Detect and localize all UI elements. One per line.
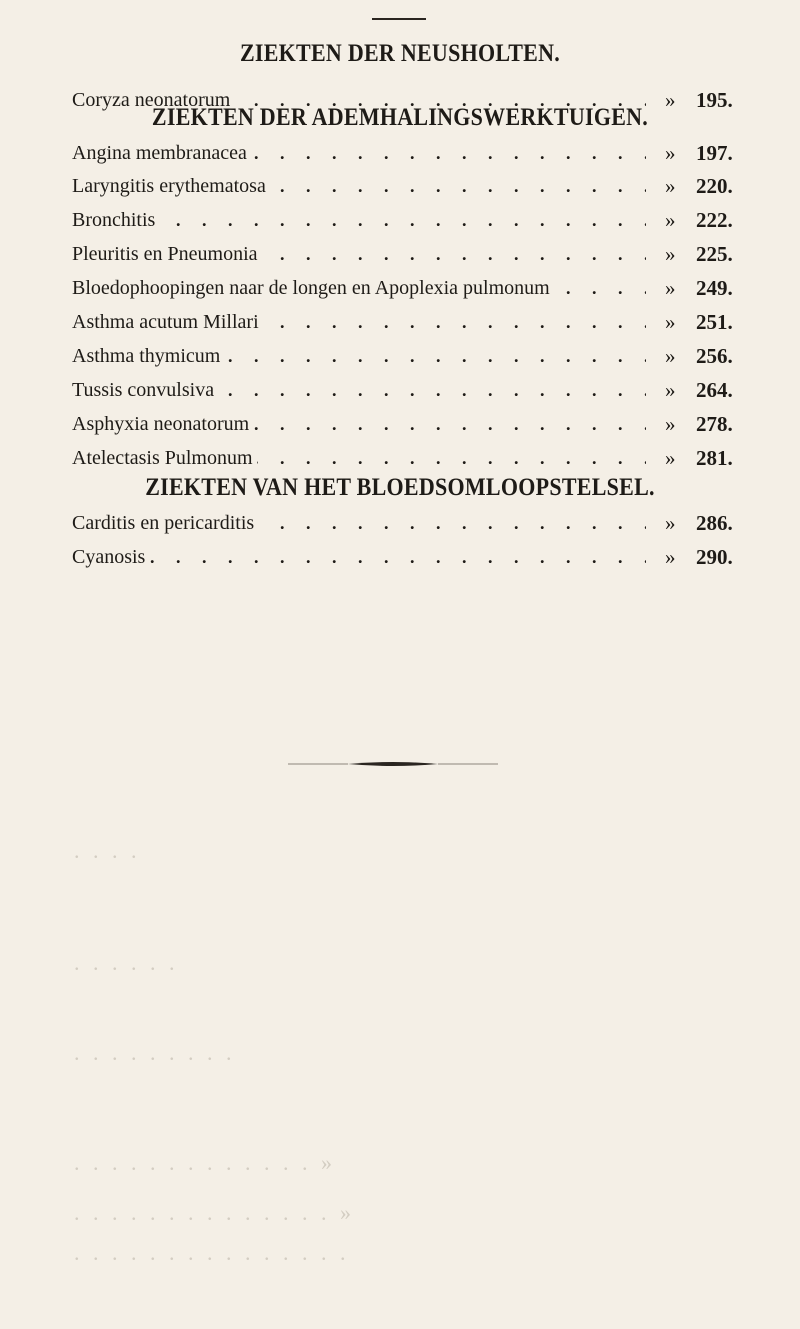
entry-page: 225.: [696, 242, 733, 266]
entry-marker: »: [665, 344, 676, 368]
section-heading: ZIEKTEN DER NEUSHOLTEN.: [239, 40, 561, 67]
entry-title: Coryza neonatorum: [72, 86, 234, 114]
top-rule: [372, 18, 426, 20]
toc-entry: [72, 308, 772, 336]
entry-title: Asthma thymicum: [72, 342, 224, 370]
entry-title: Angina membranacea: [72, 139, 251, 167]
bleed-through-mark: . . . . . . . . .: [70, 1040, 232, 1065]
entry-page: 281.: [696, 446, 733, 470]
section-heading: ZIEKTEN VAN HET BLOEDSOMLOOPSTELSEL.: [145, 474, 655, 501]
bleed-through-mark: « . . . . . . . . . . . . .: [70, 1150, 332, 1175]
toc-entry: [72, 444, 772, 472]
entry-page: 195.: [696, 88, 733, 112]
entry-page: 220.: [696, 174, 733, 198]
entry-title: Atelectasis Pulmonum: [72, 444, 257, 472]
entry-title: Bronchitis: [72, 206, 159, 234]
entry-marker: »: [665, 310, 676, 334]
toc-entry: [72, 139, 772, 167]
entry-marker: »: [665, 378, 676, 402]
entry-marker: »: [665, 88, 676, 112]
entry-page: 264.: [696, 378, 733, 402]
entry-marker: »: [665, 242, 676, 266]
entry-marker: »: [665, 276, 676, 300]
ornament-rule: [288, 761, 498, 767]
entry-marker: »: [665, 511, 676, 535]
toc-entry: [72, 509, 772, 537]
entry-title: Cyanosis: [72, 543, 149, 571]
entry-page: 286.: [696, 511, 733, 535]
entry-title: Asphyxia neonatorum: [72, 410, 253, 438]
entry-title: Laryngitis erythematosa: [72, 172, 270, 200]
bleed-through-mark: . . . . . .: [70, 950, 175, 975]
entry-marker: »: [665, 412, 676, 436]
dot-leader: [72, 543, 646, 571]
entry-title: Pleuritis en Pneumonia: [72, 240, 262, 268]
entry-title: Carditis en pericarditis: [72, 509, 258, 537]
toc-entry: [72, 410, 772, 438]
toc-entry: [72, 543, 772, 571]
entry-title: Bloedophoopingen naar de longen en Apoplexia pulmonum: [72, 274, 554, 302]
toc-entry: [72, 274, 772, 302]
entry-page: 249.: [696, 276, 733, 300]
bleed-through-mark: . . . .: [70, 838, 137, 863]
entry-page: 251.: [696, 310, 733, 334]
entry-marker: »: [665, 174, 676, 198]
entry-page: 197.: [696, 141, 733, 165]
entry-title: Tussis convulsiva: [72, 376, 218, 404]
toc-entry: [72, 342, 772, 370]
entry-page: 222.: [696, 208, 733, 232]
bleed-through-mark: . . . . . . . . . . . . . . .: [70, 1240, 346, 1265]
entry-marker: »: [665, 545, 676, 569]
entry-marker: »: [665, 208, 676, 232]
toc-entry: [72, 376, 772, 404]
toc-entry: [72, 240, 772, 268]
toc-entry: [72, 172, 772, 200]
entry-page: 256.: [696, 344, 733, 368]
entry-title: Asthma acutum Millari: [72, 308, 263, 336]
entry-page: 290.: [696, 545, 733, 569]
toc-entry: [72, 206, 772, 234]
section-heading: ZIEKTEN DER ADEMHALINGSWERKTUIGEN.: [151, 104, 649, 131]
bleed-through-mark: « . . . . . . . . . . . . . .: [70, 1200, 351, 1225]
entry-page: 278.: [696, 412, 733, 436]
entry-marker: »: [665, 141, 676, 165]
entry-marker: »: [665, 446, 676, 470]
